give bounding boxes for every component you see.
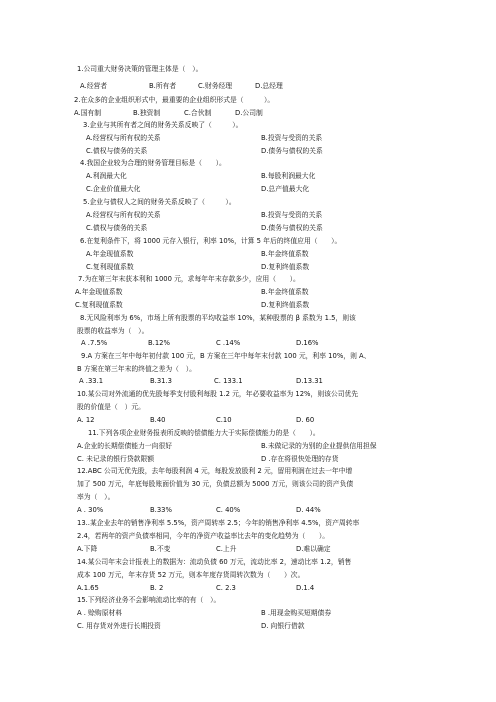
question-1-stem: 1.公司重大财务决策的管理主体是（ ）。: [77, 65, 203, 73]
question-8-option-d: D.16%: [296, 339, 319, 347]
question-15-stem: 15.下列经济业务不会影响流动比率的有（ ）。: [77, 596, 221, 604]
question-6-option-b: B.年金终值系数: [261, 250, 309, 258]
question-14-option-b: B. 2: [150, 584, 164, 592]
question-8-option-b: B.12%: [148, 339, 170, 347]
question-13-option-a: A.下降: [77, 545, 98, 553]
question-10-stem: 10.某公司对外流通的优先股每季支付股利每股 1.2 元，年必要收益率为 12%，则该公司优先: [77, 390, 359, 398]
question-1-option-c: C.财务经理: [198, 82, 233, 90]
question-13-stem: 2.4，若两年的资产负债率相同，今年的净资产收益率比去年的变化趋势为（ ）。: [77, 531, 330, 540]
question-6-option-a: A.年金现值系数: [86, 250, 134, 258]
question-10-stem: 股的价值是（ ）元。: [77, 402, 145, 411]
question-3-option-a: A.经营权与所有权的关系: [86, 134, 161, 142]
question-4-option-c: C.企业价值最大化: [86, 185, 141, 193]
question-2-option-c: C.合伙制: [184, 109, 212, 117]
question-12-option-a: A . 30%: [77, 506, 104, 514]
question-9-stem: 9.A 方案在三年中每年初付款 100 元，B 方案在三年中每年末付款 100 元，利率 10%，则 A、: [81, 352, 371, 360]
question-7-option-c: C.复利现值系数: [75, 301, 123, 309]
question-3-option-b: B.投资与受资的关系: [261, 134, 323, 142]
question-10-option-b: B.40: [150, 416, 166, 424]
question-8-option-c: C .14%: [216, 339, 241, 347]
question-4-stem: 4.我国企业较为合理的财务管理目标是（ ）。: [80, 159, 226, 167]
question-13-stem: 13..某企业去年的销售净利率 5.5%，资产周转率 2.5；今年的销售净利率 4.5%，资产周转率: [77, 519, 360, 527]
question-9-option-b: B.31.3: [150, 377, 172, 385]
question-13-option-d: D.难以确定: [296, 545, 331, 553]
question-4-option-a: A.利润最大化: [86, 172, 127, 180]
question-14-stem: 成本 100 万元，年末存货 52 万元，则本年度存货周转次数为（ ）次。: [77, 570, 305, 579]
question-5-option-d: D.债务与债权的关系: [261, 224, 323, 232]
question-3-option-c: C.债权与债务的关系: [86, 147, 148, 155]
question-1-option-a: A.经营者: [80, 82, 108, 90]
question-12-stem: 加了 500 万元，年底每股账面价值为 30 元，负债总额为 5000 万元，则该公司的资产负债: [77, 479, 354, 488]
question-5-stem: 5.企业与债权人之间的财务关系反映了（ ）。: [83, 198, 236, 206]
question-15-option-c: C. 用存货对外进行长期投资: [77, 622, 161, 630]
question-2-option-a: A.国有制: [74, 109, 102, 117]
question-10-option-c: C.10: [216, 416, 232, 424]
question-9-option-c: C. 133.1: [214, 377, 243, 385]
question-11-option-a: A.企业的长期偿债能力一向很好: [77, 442, 173, 450]
question-7-stem: 7.为在第三年末获本利和 1000 元，求每年年末存款多少，应用（ ）。: [78, 275, 300, 283]
question-11-option-c: C. 未记录的银行贷款限额: [77, 455, 155, 463]
question-7-option-b: B.年金终值系数: [261, 288, 309, 296]
question-3-option-d: D.债务与债权的关系: [261, 147, 323, 155]
question-14-option-c: C. 2.3: [216, 584, 236, 592]
question-11-option-b: B.未做记录的为别的企业提供信用担保: [261, 442, 377, 450]
question-8-stem: 股票的收益率为（ ）。: [77, 326, 149, 335]
question-13-option-c: C.上升: [216, 545, 237, 553]
question-5-option-c: C.债权与债务的关系: [86, 224, 148, 232]
question-13-option-b: B.不变: [150, 545, 171, 553]
question-12-option-d: D. 44%: [296, 506, 321, 514]
question-15-option-b: B .用现金购买短期债券: [261, 609, 332, 617]
question-11-option-d: D .存在将很快处理的存货: [261, 455, 339, 463]
question-6-stem: 6.在复利条件下，将 1000 元存入银行，利率 10%，计算 5 年后的终值应用（ ）。: [80, 237, 342, 245]
question-2-stem: 2.在众多的企业组织形式中，最重要的企业组织形式是（ ）。: [74, 96, 275, 104]
question-14-stem: 14.某公司年末会计报表上的数据为：流动负债 60 万元，流动比率 2，速动比率 1.2，销售: [77, 558, 352, 566]
question-8-stem: 8.无风险利率为 6%，市场上所有股票的平均收益率 10%，某种股票的 β 系数为 1.5，则该: [80, 314, 356, 322]
question-6-option-d: D.复利终值系数: [261, 263, 310, 271]
question-5-option-a: A.经营权与所有权的关系: [86, 211, 161, 219]
question-5-option-b: B.投资与受资的关系: [261, 211, 323, 219]
question-9-stem: B 方案在第三年末的终值之差为（ ）。: [77, 364, 196, 373]
question-1-option-b: B.所有者: [149, 82, 177, 90]
question-15-option-d: D. 向银行借款: [261, 622, 305, 630]
question-2-option-d: D.公司制: [235, 109, 263, 117]
question-7-option-a: A.年金现值系数: [75, 288, 123, 296]
question-15-option-a: A . 赊购原材料: [77, 609, 123, 617]
question-10-option-d: D. 60: [296, 416, 315, 424]
question-11-stem: 11.下列各项企业财务报表所反映的偿债能力大于实际偿债能力的是（ ）。: [88, 429, 320, 437]
question-9-option-d: D.13.31: [296, 377, 323, 385]
question-8-option-a: A .7.5%: [81, 339, 108, 347]
question-12-stem: 12.ABC 公司无优先股，去年每股利润 4 元，每股发放股利 2 元，留用利润在过去一年中增: [77, 467, 353, 475]
question-6-option-c: C.复利现值系数: [86, 263, 134, 271]
question-12-option-b: B.33%: [150, 506, 172, 514]
question-4-option-b: B.每股利润最大化: [261, 172, 316, 180]
question-10-option-a: A. 12: [77, 416, 95, 424]
question-9-option-a: A .33.1: [79, 377, 104, 385]
question-14-option-a: A.1.65: [77, 584, 99, 592]
question-12-option-c: C. 40%: [216, 506, 241, 514]
question-7-option-d: D.复利终值系数: [261, 301, 310, 309]
question-14-option-d: D.1.4: [296, 584, 315, 592]
question-12-stem: 率为（ ）。: [77, 492, 115, 501]
question-2-option-b: B.独资制: [133, 109, 161, 117]
question-3-stem: 3.企业与其所有者之间的财务关系反映了（ ）。: [83, 121, 243, 129]
question-4-option-d: D.总产值最大化: [261, 185, 310, 193]
question-1-option-d: D.总经理: [255, 82, 283, 90]
